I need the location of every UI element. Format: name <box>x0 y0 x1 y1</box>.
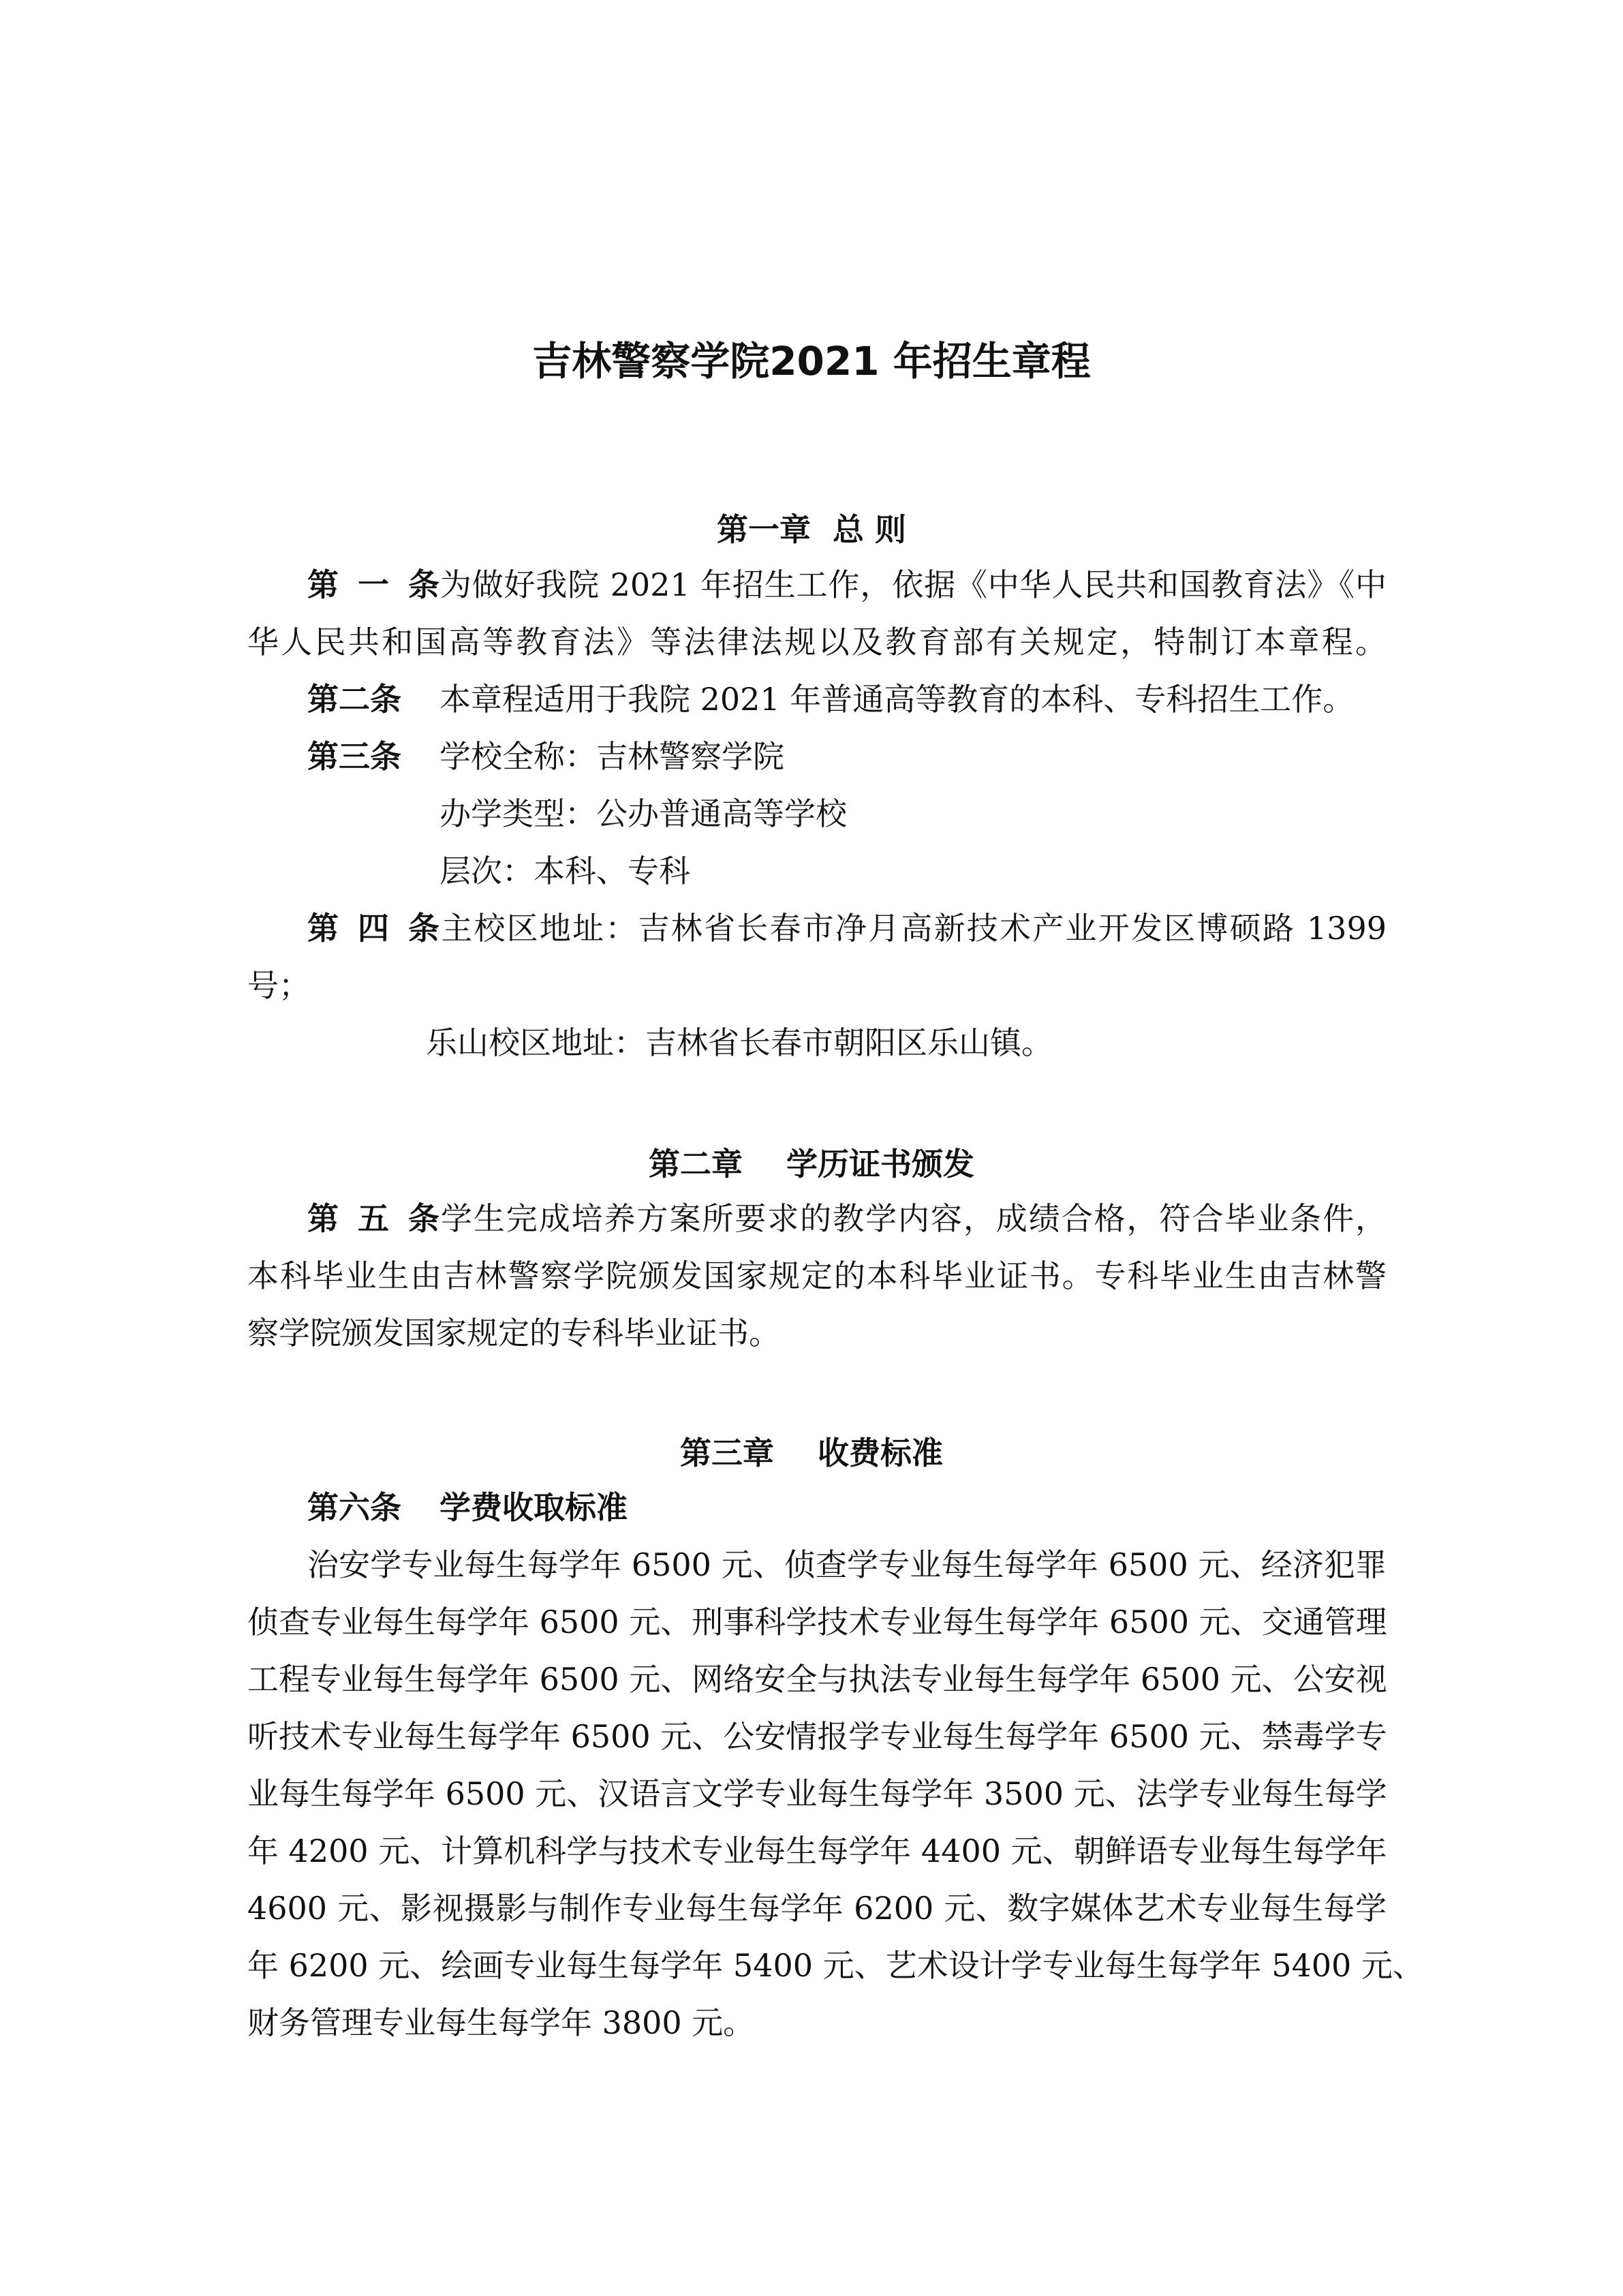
article-1-text-1: 为做好我院 2021 年招生工作，依据《中华人民共和国教育法》《中 <box>439 566 1387 603</box>
article-5-label: 第五条 <box>307 1200 439 1237</box>
document-title: 吉林警察学院2021 年招生章程 <box>532 338 1091 384</box>
chapter-2-heading: 第二章 学历证书颁发 <box>648 1146 975 1182</box>
fee-line-4: 听技术专业每生每学年 6500 元、公安情报学专业每生每学年 6500 元、禁毒学专 <box>247 1718 1387 1755</box>
article-4-line-1 <box>307 906 1387 950</box>
main-campus-address: 主校区地址：吉林省长春市净月高新技术产业开发区博硕路 1399 <box>439 910 1387 947</box>
leshan-campus-address: 乐山校区地址：吉林省长春市朝阳区乐山镇。 <box>426 1024 1053 1061</box>
school-level: 层次：本科、专科 <box>439 853 690 889</box>
chapter-1-heading: 第一章 总 则 <box>716 511 907 548</box>
fee-line-9: 财务管理专业每生每学年 3800 元。 <box>247 2004 755 2041</box>
article-3-label: 第三条 <box>307 738 401 775</box>
article-4-label: 第四条 <box>307 910 439 947</box>
article-5-line-1 <box>307 1197 1387 1240</box>
fee-line-5: 业每生每学年 6500 元、汉语言文学专业每生每学年 3500 元、法学专业每生每学 <box>247 1775 1387 1812</box>
school-type: 办学类型：公办普通高等学校 <box>439 795 847 832</box>
fee-line-8: 年 6200 元、绘画专业每生每学年 5400 元、艺术设计学专业每生每学年 5400 元、 <box>247 1947 1424 1984</box>
article-2-line <box>307 677 1387 721</box>
article-1-line-2: 华人民共和国高等教育法》等法律法规以及教育部有关规定，特制订本章程。 <box>247 624 1387 660</box>
article-1-line-1 <box>307 563 1387 607</box>
fee-line-6: 年 4200 元、计算机科学与技术专业每生每学年 4400 元、朝鲜语专业每生每学年 <box>247 1833 1387 1869</box>
fee-line-2: 侦查专业每生每学年 6500 元、刑事科学技术专业每生每学年 6500 元、交通管理 <box>247 1604 1387 1640</box>
school-full-name: 学校全称：吉林警察学院 <box>439 738 784 775</box>
article-2-label: 第二条 <box>307 681 401 718</box>
fee-line-3: 工程专业每生每学年 6500 元、网络安全与执法专业每生每学年 6500 元、公安视 <box>247 1661 1387 1698</box>
article-6-line <box>307 1486 1387 1529</box>
fee-line-7: 4600 元、影视摄影与制作专业每生每学年 6200 元、数字媒体艺术专业每生每学 <box>247 1890 1387 1927</box>
article-5-text-1: 学生完成培养方案所要求的教学内容，成绩合格，符合毕业条件， <box>439 1200 1387 1237</box>
article-6-label: 第六条 <box>307 1489 401 1526</box>
fee-line-1: 治安学专业每生每学年 6500 元、侦查学专业每生每学年 6500 元、经济犯罪 <box>307 1546 1387 1583</box>
chapter-3-heading: 第三章 收费标准 <box>679 1435 944 1471</box>
article-2-text: 本章程适用于我院 2021 年普通高等教育的本科、专科招生工作。 <box>439 681 1355 718</box>
article-5-line-2: 本科毕业生由吉林警察学院颁发国家规定的本科毕业证书。专科毕业生由吉林警 <box>247 1257 1387 1294</box>
article-5-line-3: 察学院颁发国家规定的专科毕业证书。 <box>247 1315 780 1351</box>
article-3-line-1 <box>307 735 1387 778</box>
article-1-label: 第一条 <box>307 566 439 603</box>
main-campus-address-cont: 号； <box>247 967 310 1004</box>
article-6-subtitle: 学费收取标准 <box>439 1489 628 1526</box>
